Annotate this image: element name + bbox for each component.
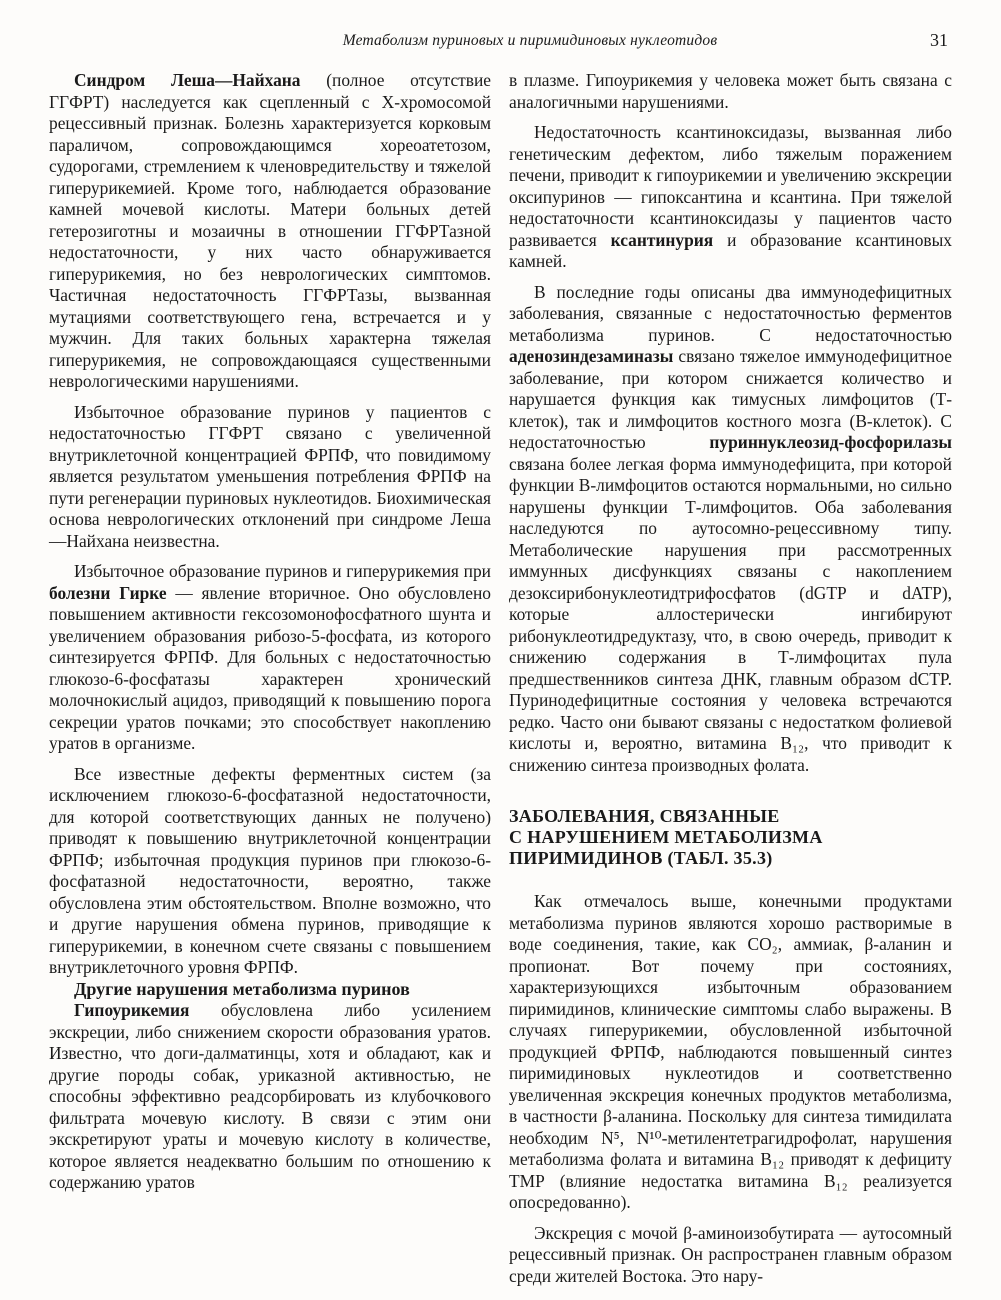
- subheading-other-purine-disorders: Другие нарушения метаболизма пуринов: [74, 978, 410, 999]
- heading-line: ЗАБОЛЕВАНИЯ, СВЯЗАННЫЕ: [509, 806, 780, 826]
- paragraph-purine-overproduction: Избыточное образование пуринов у пациентов с недостаточностью ГГФРТ связано с увеличенной внутриклеточной концентрацией ФРПФ, что повидимому является результатом уменьшения потребления ФРПФ на пути регенерации пуриновых нуклеотидов. Биохимическая основа неврологических отклонений при синдроме Леша—Найхана неизвестна.: [49, 401, 491, 551]
- paragraph-gierke: [49, 561, 491, 755]
- paragraph-pyrimidine-end-products: Как отмечалось выше, конечными продуктами метаболизма пуринов являются хорошо растворимые в воде соединения, такие, как CO₂, аммиак, β-аланин и пропионат. Вот почему при состояниях, характеризующихся избыточным образованием пиримидинов, клинические симптомы слабо выражены. В случаях гиперурикемии, обусловленной избыточной продукцией ФРПФ, наблюдаются повышенный синтез пиримидиновых нуклеотидов и соответственно увеличенная экскреция конечных продуктов метаболизма, в частности β-аланина. Поскольку для синтеза тимидилата необходим N⁵, N¹⁰-метилентетрагидрофолат, нарушения метаболизма фолата и витамина B₁₂ приводят к дефициту TMP (влияние недостатка витамина B₁₂ реализуется опосредованно).: [509, 891, 952, 1212]
- paragraph-text: связана более легкая форма иммунодефицита, при которой функции В-лимфоцитов остаются нормальными, но сильно нарушены функции Т-лимфоцитов. Оба заболевания наследуются по аутосомно-рецессивному типу. Метаболические нарушения при рассмотренных иммунных дисфункциях связаны с накоплением дезоксирибонуклеотидтрифосфатов (dGTP и dATP), которые аллостерически ингибируют рибонуклеотидредуктазу, что, в свою очередь, приводит к снижению содержания в Т-лимфоцитах пула предшественников синтеза ДНК, главным образом dCTP. Пуринодефицитные состояния у человека встречаются редко. Часто они бывают связаны с недостатком фолиевой кислоты и, вероятно, витамина B₁₂, что приводит к снижению синтеза производных фолата.: [509, 453, 952, 775]
- paragraph-text: и образование ксантиновых камней.: [509, 229, 952, 271]
- paragraph-text: обусловлена либо усилением экскреции, либо снижением скорости образования уратов. Известно, что доги-далматинцы, хотя и обладают, как и другие породы собак, уриказной активностью, не способны эффективно реадсорбировать из клубочкового фильтрата мочевую кислоту. В связи с этим они экскретируют ураты и мочевую кислоту в количестве, которое является неадекватно большим по отношению к содержанию уратов: [49, 1000, 491, 1192]
- page-number: 31: [930, 30, 948, 50]
- section-heading-pyrimidine-disorders: [509, 806, 952, 869]
- term-adenosine-deaminase: аденозиндезаминазы: [509, 346, 674, 366]
- term-hypouricemia: Гипоурикемия: [74, 1000, 190, 1020]
- left-column: [49, 70, 491, 1194]
- page-header: [0, 30, 1001, 56]
- paragraph-text: (полное отсутствие ГГФРТ) наследуется как сцепленный с Х-хромосомой рецессивный признак. Болезнь характеризуется корковым параличом, сопровождающимся хореоатетозом, судорогами, стремлением к членовредительству и тяжелой гиперурикемией. Кроме того, наблюдается образование камней мочевой кислоты. Матери больных детей гетерозиготны и мозаичны в отношении ГГФРТазной недостаточности, у них часто обнаруживается гиперурикемия, но без неврологических симптомов. Частичная недостаточность ГГФРТазы, вызванная мутациями соответствующего гена, встречается и у мужчин. Для таких больных характерна тяжелая гиперурикемия, не сопровождающаяся существенными неврологическими нарушениями.: [49, 70, 491, 391]
- paragraph-text: Избыточное образование пуринов и гиперурикемия при: [74, 561, 491, 581]
- paragraph-text: Недостаточность ксантиноксидазы, вызванная либо генетическим дефектом, либо тяжелым поражением печени, приводит к гипоурикемии и увеличению экскреции оксипуринов — гипоксантина и ксантина. При тяжелой недостаточности ксантиноксидазы у пациентов часто развивается: [509, 122, 952, 250]
- paragraph-hypouricemia: [49, 1000, 491, 1194]
- term-pnp: пуриннуклеозид-фосфорилазы: [709, 432, 952, 452]
- paragraph-enzyme-defects: Все известные дефекты ферментных систем (за исключением глюкозо-6-фосфатазной недостаточности, для которой соответствующих данных не получено) приводят к повышению внутриклеточной концентрации ФРПФ; избыточная продукция пуринов при глюкозо-6-фосфатазной недостаточности, вероятно, также обусловлена этим обстоятельством. Вполне возможно, что и другие нарушения обмена пуринов, приводящие к гиперурикемии, в конечном счете связаны с повышением внутриклеточного уровня ФРПФ.: [49, 763, 491, 977]
- paragraph-immunodeficiency: [509, 282, 952, 777]
- term-lesch-nyhan: Синдром Леша—Найхана: [74, 70, 301, 90]
- paragraph-text: — явление вторичное. Оно обусловлено повышением активности гексозомонофосфатного шунта и увеличением образования рибозо-5-фосфата, из которого синтезируется ФРПФ. Для больных с недостаточностью глюкозо-6-фосфатазы характерен хронический молочнокислый ацидоз, приводящий к повышению порога секреции уратов почками; это способствует накоплению уратов в организме.: [49, 582, 492, 753]
- paragraph-text: В последние годы описаны два иммунодефицитных заболевания, связанные с недостаточностью ферментов метаболизма пуринов. С недостаточностью: [509, 281, 952, 345]
- paragraph-aminoisobutyrate: Экскреция с мочой β-аминоизобутирата — аутосомный рецессивный признак. Он распространен главным образом среди жителей Востока. Это нару-: [509, 1222, 952, 1286]
- term-gierke: болезни Гирке: [49, 582, 167, 603]
- paragraph-text: связано тяжелое иммунодефицитное заболевание, при котором снижается количество и нарушается функция как тимусных лимфоцитов (Т-клеток), так и лимфоцитов костного мозга (В-клеток). С недостаточностью: [509, 346, 952, 452]
- paragraph-continuation: в плазме. Гипоурикемия у человека может быть связана с аналогичными нарушениями.: [509, 70, 952, 112]
- running-title: Метаболизм пуриновых и пиримидиновых нуклеотидов: [342, 32, 718, 49]
- term-xanthinuria: ксантинурия: [610, 229, 714, 250]
- heading-line: С НАРУШЕНИЕМ МЕТАБОЛИЗМА: [509, 827, 823, 847]
- heading-line: ПИРИМИДИНОВ (ТАБЛ. 35.3): [509, 848, 773, 868]
- paragraph-xanthine-oxidase: [509, 122, 952, 273]
- paragraph-lesch-nyhan: [49, 70, 491, 393]
- right-column: [509, 70, 952, 1287]
